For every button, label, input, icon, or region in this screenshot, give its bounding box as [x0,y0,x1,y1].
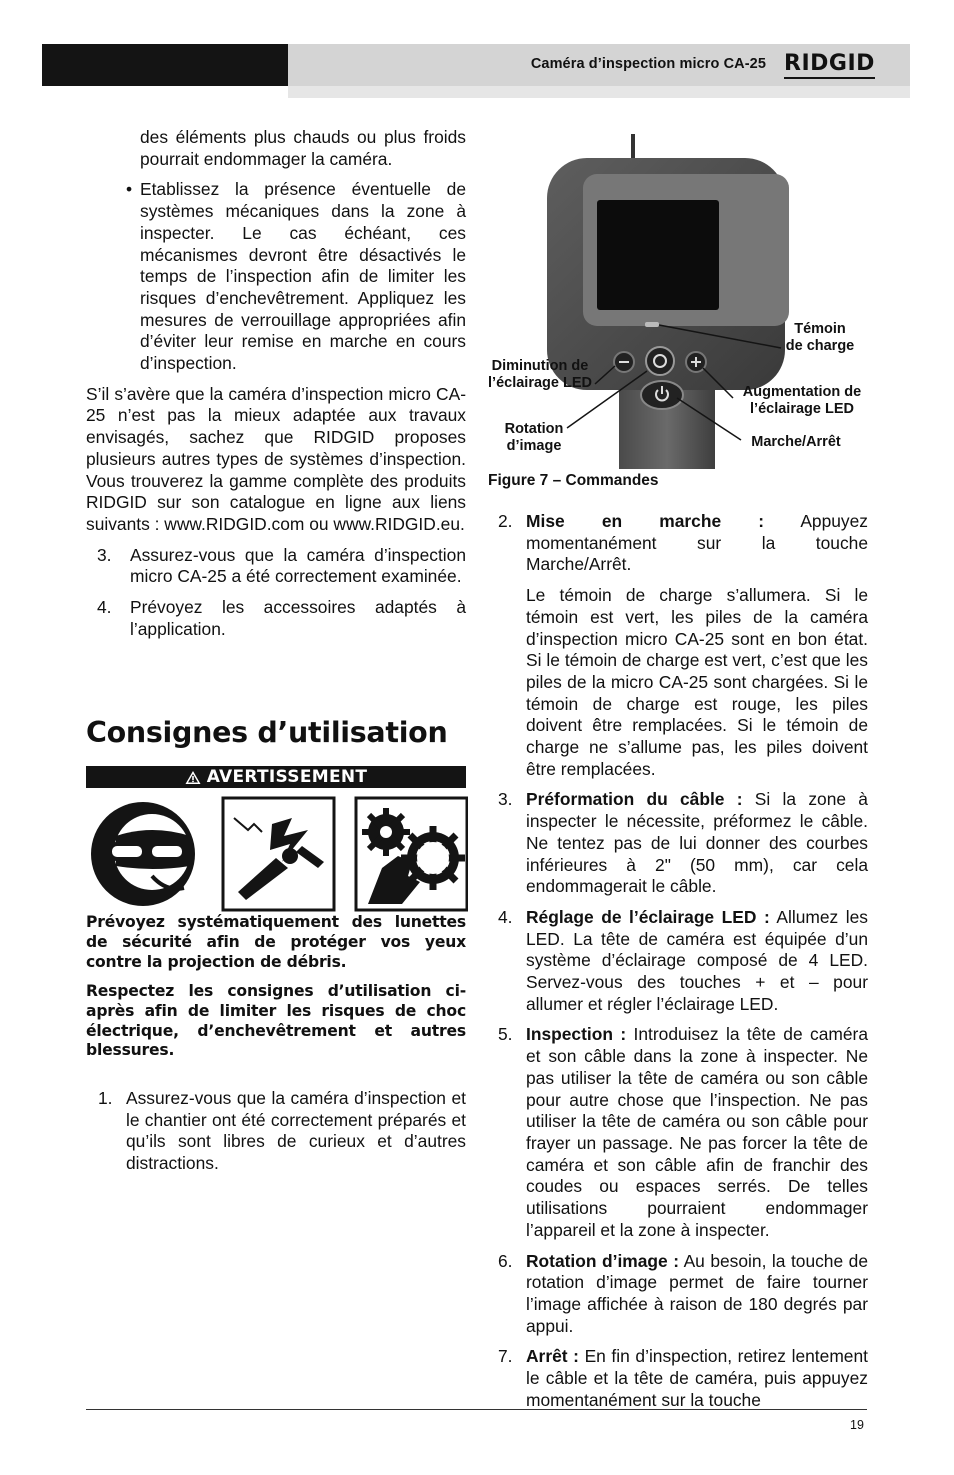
step-2 [498,511,868,576]
footer-rule [86,1409,867,1410]
label-temoin-charge: Témoin de charge [785,321,855,354]
right-column [488,511,868,1411]
list-item-4-text: Prévoyez les accessoires adaptés à l’application. [130,597,466,639]
label-rotation-image: Rotation d’image [504,421,564,454]
list-item-3 [97,544,466,588]
figure-caption: Figure 7 – Commandes [488,472,659,489]
page-number: 19 [850,1418,864,1432]
step-6 [498,1250,868,1338]
step-4 [498,906,869,1016]
list-item-1-number: 1. [98,1088,113,1108]
step-5-text: Introduisez la tête de caméra et son câble dans la zone à inspecter. Ne pas utiliser la tête de caméra ou son câble pour autre chose que l’inspection. Ne pas utiliser la tête de caméra ou son câble pour frayer un passage. Ne pas forcer la tête de caméra et son câble afin de franchir des coudes ou espaces serrés. De telles utilisations pourraient endommager l’appareil et la zone à inspecter. [526,1024,868,1240]
step-6-title: Rotation d’image : [526,1250,680,1271]
electric-shock-icon [223,798,334,910]
list-item-1-text: Assurez-vous que la caméra d’inspection et le chantier ont été correctement préparés et qu’ils sont libres de curieux et d’autres distractions. [126,1088,466,1174]
header-title: Caméra d’inspection micro CA-25 [530,56,766,72]
warning-banner [86,766,466,788]
list-item-4 [97,597,466,640]
step-5-title: Inspection : [526,1024,627,1045]
step-7 [498,1346,868,1411]
list-item-1 [98,1088,466,1175]
header-light-strip [288,86,910,98]
left-column-top [86,127,466,640]
step-7-text: En fin d’inspection, retirez lentement le câble et la tête de caméra, puis appuyez momentanément sur la touche [526,1346,868,1410]
bullet-item [126,179,466,374]
ridgid-logo: RIDGID [784,51,875,76]
step-6-text: Au besoin, la touche de rotation d’image permet de faire tourner l’image affichée à raison de 180 degrés par appui. [526,1250,868,1336]
step-2-text: Appuyez momentanément sur la touche Marche/Arrêt. [526,511,868,575]
step-3-title: Préformation du câble : [526,789,743,810]
label-augmentation-led: Augmentation de l’éclairage LED [742,384,862,417]
section-title: Consignes d’utilisation [86,716,448,749]
label-diminution-led: Diminution de l’éclairage LED [488,358,592,391]
left-column-bottom [86,1088,466,1175]
label-marche-arret: Marche/Arrêt [751,434,841,450]
list-item-3-number: 3. [97,544,112,565]
step-6-number: 6. [498,1250,513,1271]
list-item-4-number: 4. [97,597,112,618]
bullet-mark: • [126,179,133,200]
camera-device-image [547,134,789,469]
step-4-number: 4. [498,906,513,927]
step-7-number: 7. [498,1346,513,1367]
step-3-text: Si la zone à inspecter le nécessite, préformez le câble. Ne tentez pas de lui donner des courbes inférieures à 2" (50 mm), car cela endommagerait le câble. [526,789,868,897]
header-black-band [42,44,288,86]
step-4-text: Allumez les LED. La tête de caméra est équipée d’un système d’éclairage composé de 4 LED. Servez-vous des touches + et – pour allumer et régler l’éclairage LED. [526,906,869,1014]
safety-goggles-icon [91,802,195,906]
step-2-detail: Le témoin de charge s’allumera. Si le témoin est vert, les piles de la caméra d’inspection micro CA-25 sont en bon état. Si le témoin de charge est vert, c’est que les piles de la micro CA-25 sont chargées. Si le témoin de charge est rouge, les piles doivent être remplacées. Si le témoin de charge ne s’allume pas, les piles doivent être remplacées. [526,585,868,779]
goggles-warning: Prévoyez systématiquement des lunettes de sécurité afin de protéger vos yeux contre la projection de débris. [86,913,466,971]
step-3 [498,789,868,898]
warning-triangle-icon [185,770,201,785]
list-item-3-text: Assurez-vous que la caméra d’inspection micro CA-25 a été correctement examinée. [130,544,466,587]
safety-icons-row [86,796,468,912]
step-5-number: 5. [498,1024,513,1045]
step-2-number: 2. [498,511,513,531]
step-7-title: Arrêt : [526,1346,579,1367]
bullet-text: Etablissez la présence éventuelle de systèmes mécaniques dans la zone à inspecter. Le cas échéant, ces mécanismes devront être désactivés le temps de l’inspection afin de limiter les risques d’enchevêtrement. Appliquez les mesures de verrouillage appropriées afin d’éviter leur remise en marche en cours d’inspection. [140,179,466,374]
continued-line: des éléments plus chauds ou plus froids pourrait endommager la caméra. [140,127,466,169]
step-2-title: Mise en marche : [526,511,765,531]
step-4-title: Réglage de l’éclairage LED : [526,906,770,927]
step-3-number: 3. [498,789,513,810]
instructions-warning: Respectez les consignes d’utilisation ci-après afin de limiter les risques de choc électrique, d’enchevêtrement et autres blessures. [86,982,466,1060]
ridgid-paragraph: S’il s’avère que la caméra d’inspection micro CA-25 n’est pas la mieux adaptée aux travaux envisagés, sachez que RIDGID proposes plusieurs autres types de systèmes d’inspection. Vous trouverez la gamme complète des produits RIDGID sur son catalogue en ligne aux liens suivants : www.RIDGID.com ou www.RIDGID.eu. [86,383,466,534]
warning-label: AVERTISSEMENT [206,767,368,787]
entanglement-gears-icon [356,798,467,910]
camera-controls-figure [487,134,869,469]
step-5 [498,1024,868,1241]
